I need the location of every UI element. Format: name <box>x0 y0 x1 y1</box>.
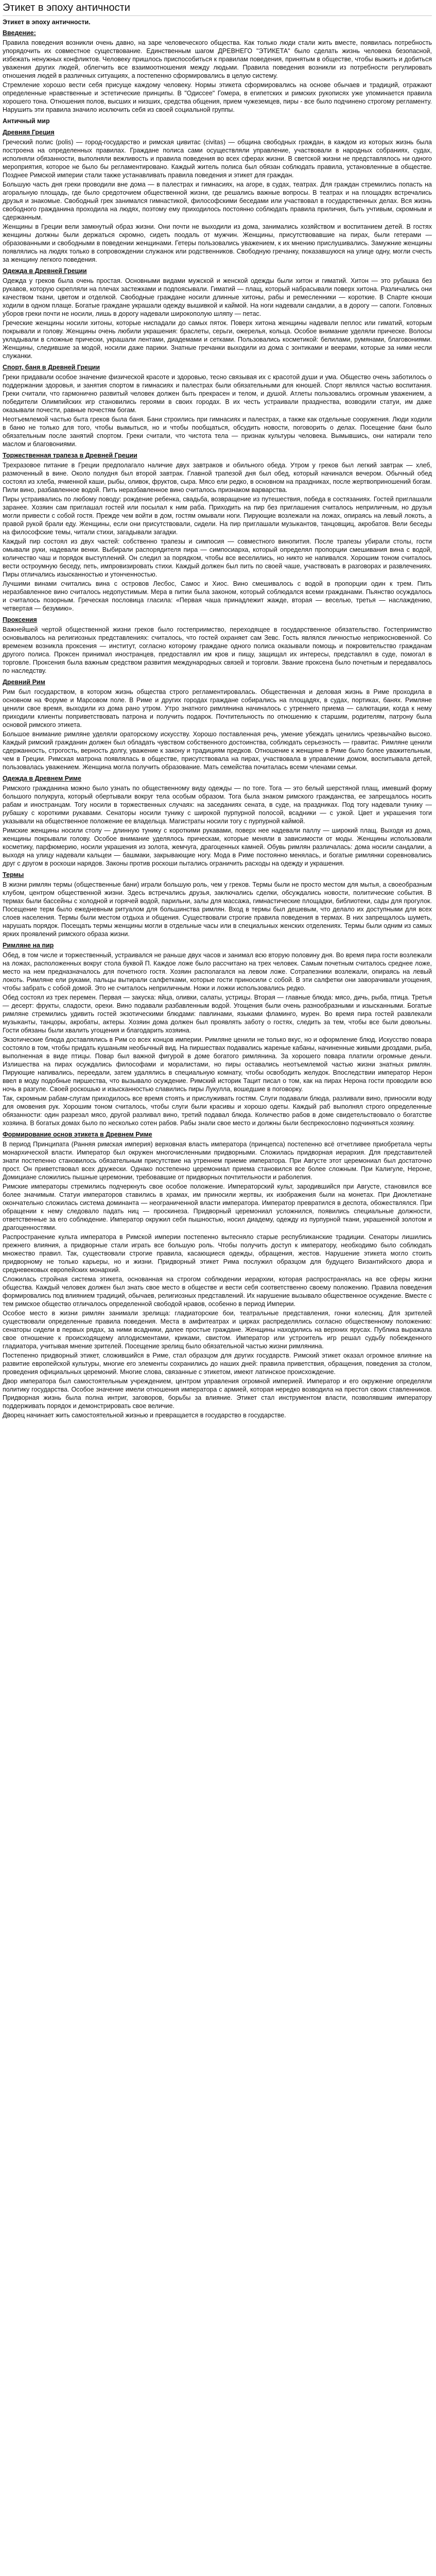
paragraph: Обед, в том числе и торжественный, устраивался не раньше двух часов и занимал всю вторую половину дня. Во время пира гости возлежали на ложах, расположенных вокруг стола буквой П. Каждое ложе было рассчитано на трех человек. Самым почетным считалось среднее ложе, место на нем предназначалось для почетного гостя. Хозяин располагался на левом ложе. Сотрапезники возлежали, опираясь на левый локоть. Римляне ели руками, пальцы вытирали салфетками, которые гости приносили с собой. В эти салфетки они заворачивали угощения, чтобы забрать с собой домой. Это не считалось неприличным. Ножи и ложки использовались редко. <box>3 952 432 992</box>
article-body <box>3 29 432 1419</box>
paragraph: Лучшими винами считались вина с островов Лесбос, Самос и Хиос. Вино смешивалось с водой в пропорции один к трем. Пить неразбавленное вино считалось недопустимым. Мера в питии была законом, который соблюдался всеми гражданами. Пьянство осуждалось и считалось позорным. Греческая пословица гласила: «Первая чаша принадлежит жажде, вторая — веселью, третья — наслаждению, четвертая — безумию». <box>3 580 432 612</box>
paragraph: Римские императоры стремились подчеркнуть свое особое положение. Императорский культ, зародившийся при Августе, становился все более значимым. Статуи императоров ставились в храмах, им приносили жертвы, их изображения были на монетах. При Диоклетиане окончательно сложилась система доминанта — неограниченной власти императора. Император превратился в деспота, обожествлялся. При обращении к нему следовало падать ниц — проскинеза. Придворный церемониал усложнился, появились специальные должности, ответственные за его соблюдение. Император окружил себя пышностью, носил диадему, одежду из пурпурной ткани, украшенной золотом и драгоценностями. <box>3 1183 432 1231</box>
section-heading: Проксения <box>3 616 37 623</box>
paragraph: Женщины в Греции вели замкнутый образ жизни. Они почти не выходили из дома, занимались хозяйством и воспитанием детей. В гостях женщины должны были держаться скромно, сидеть поодаль от мужчин. Женщины, присутствовавшие на пирах, были гетерами — образованными и свободными в поведении женщинами. Гетеры пользовались уважением, к их мнению прислушивались. Замужние женщины появлялись на людях только в сопровождении служанок или родственников. Свободную гречанку, показавшуюся на улице одну, могли счесть за женщину легкого поведения. <box>3 223 432 263</box>
section-heading: Античный мир <box>3 117 50 125</box>
section-heading: Древний Рим <box>3 679 45 686</box>
paragraph: Римского гражданина можно было узнать по общественному виду одежды — по тоге. Тога — это белый шерстяной плащ, имевший форму большого полукруга, который обертывали вокруг тела особым образом. Тога была знаком римского гражданства, ее запрещалось носить рабам и иностранцам. Тогу носили в торжественных случаях: на заседаниях сената, в суде, на праздниках. Под тогу надевали тунику — рубашку с короткими рукавами. Сенаторы носили тунику с широкой пурпурной полосой, всадники — с узкой. Цвет и украшения тоги указывали на общественное положение ее владельца. Магистраты носили тогу с пурпурной каймой. <box>3 785 432 825</box>
page-title: Этикет в эпоху античности <box>3 2 432 16</box>
paragraph: Греческий полис (polis) — город-государство и римская цивитас (civitas) — община свободных граждан, в каждом из которых жизнь была построена на определенных правилах. Граждане полиса сами осуществляли управление, участвовали в народных собраниях, судах, исполняли обязанности, выполняли вежливость и правила поведения во всех сферах жизни. В светской жизни не представлялось ни одного мероприятия, которое не было бы регламентировано. Каждый житель полиса был обязан соблюдать правила, установленные в обществе. Позднее Римской империи стали также устанавливать правила поведения и этикет для граждан. <box>3 139 432 179</box>
paragraph: Экзотические блюда доставлялись в Рим со всех концов империи. Римляне ценили не только вкус, но и оформление блюд. Искусство повара состояло в том, чтобы придать кушаньям необычный вид. На пиршествах подавались жареные кабаны, начиненные живыми дроздами, рыба, выполненная в виде птицы. Повар был важной фигурой в доме богатого римлянина. За хорошего повара платили огромные деньги. Излишества на пирах осуждались философами и моралистами, но пиры оставались неотъемлемой частью жизни знатных римлян. Пирующие напивались, переедали, затем удалялись в специальную комнату, чтобы освободить желудок. Впоследствии император Нерон ввел в моду подобные пиршества, что вызывало осуждение. Римский историк Тацит писал о том, как на пирах Нерона гости проводили всю ночь в разгуле. Своей роскошью и изысканностью славились пиры Лукулла, вошедшие в поговорку. <box>3 1036 432 1093</box>
paragraph: Греки придавали особое значение физической красоте и здоровью, тесно связывая их с красотой души и ума. Общество очень заботилось о поддержании здоровья, и занятия спортом в гимнасиях и палестрах были обязательными для юношей. Спорт являлся частью воспитания. Греки считали, что гармонично развитый человек должен быть прекрасен и телом, и душой. Атлеты пользовались огромным уважением, а победители Олимпийских игр становились героями в своих городах. В их честь устраивали празднества, возводили статуи, им даже оказывали почести, равные почестям богам. <box>3 374 432 414</box>
paragraph: Сложилась стройная система этикета, основанная на строгом соблюдении иерархии, которая распространялась на все сферы жизни общества. Каждый человек должен был знать свое место в обществе и вести себя соответственно своему положению. Правила поведения формировались под влиянием традиций, обычаев, религиозных представлений. Их нарушение вызывало общественное осуждение. Вместе с тем римское общество отличалось определенной свободой нравов, особенно в период Империи. <box>3 1276 432 1308</box>
article-subtitle: Этикет в эпоху античности. <box>3 19 91 26</box>
paragraph: Постепенно придворный этикет, сложившийся в Риме, стал образцом для других государств. Римский этикет оказал огромное влияние на развитие европейской культуры, многие его элементы сохранились до наших дней: правила приветствия, обращения, поведения за столом, проведения официальных церемоний. Многие слова, связанные с этикетом, имеют латинское происхождение. <box>3 1352 432 1376</box>
paragraph: Неотъемлемой частью быта греков была баня. Бани строились при гимнасиях и палестрах, а также как отдельные сооружения. Люди ходили в баню не только для того, чтобы вымыться, но и чтобы пообщаться, обсудить новости, поговорить о делах. Посещение бани было обязательным после занятий спортом. Греки считали, что чистота тела — признак культуры человека. Вымывшись, они натирали тело маслом и благовониями. <box>3 416 432 448</box>
paragraph: Каждый пир состоял из двух частей: собственно трапезы и симпосия — совместного винопития. После трапезы убирали столы, гости омывали руки, надевали венки. Выбирали распорядителя пира — симпосиарха, который определял пропорции смешивания вина с водой, количество чаш и порядок выступлений. Он следил за порядком, чтобы все веселились, но никто не напивался. Хорошим тоном считалось вести остроумную беседу, петь, импровизировать стихи. Каждый должен был пить по своей чаше, участвовать в разговорах и развлечениях. Пиры отличались изысканностью и утонченностью. <box>3 538 432 578</box>
paragraph: Трехразовое питание в Греции предполагало наличие двух завтраков и обильного обеда. Утром у греков был легкий завтрак — хлеб, размоченный в вине. Около полудня был второй завтрак. Главной трапезой дня был обед, который начинался вечером. Обычный обед состоял из хлеба, ячменной каши, рыбы, оливок, фруктов, сыра. Мясо ели редко, в основном на праздниках, после жертвоприношений богам. Пили вино, разбавленное водой. Пить неразбавленное вино считалось признаком варварства. <box>3 462 432 494</box>
paragraph: В жизни римлян термы (общественные бани) играли большую роль, чем у греков. Термы были не просто местом для мытья, а своеобразным клубом, центром общественной жизни. Здесь встречались друзья, заключались сделки, обсуждались новости, политические события. В термах были бассейны с холодной и горячей водой, парильни, залы для массажа, гимнастические площадки, библиотеки, сады для прогулок. Посещение терм было ежедневным ритуалом для большинства римлян. Вход в термы был дешевым, что делало их доступными для всех слоев населения. Термы были местом отдыха и общения. Существовали строгие правила поведения в термах. В них запрещалось шуметь, нарушать порядок. Посещать термы женщины могли в отдельные часы или в специальных женских отделениях. Термы были одним из самых ярких проявлений римского образа жизни. <box>3 881 432 938</box>
paragraph: Правила поведения возникли очень давно, на заре человеческого общества. Как только люди стали жить вместе, появилась потребность упорядочить их совместное существование. Единственным шагом ДРЕВНЕГО "ЭТИКЕТА" было сделать жизнь человека безопасной, избежать ненужных конфликтов. Человеку пришлось приспособиться к правилам поведения, принятым в обществе, чтобы выжить и добиться уважения других людей, облегчить все взаимоотношения между людьми. Правила поведения возникли из потребности регулировать отношения людей в различных ситуациях, а постепенно сформировались в целую систему. <box>3 39 432 79</box>
paragraph: Двор императора был самостоятельным учреждением, центром управления огромной империей. Император и его окружение определяли политику государства. Особое значение имели отношения императора с армией, которая нередко возводила на престол своих ставленников. Придворная жизнь была полна интриг, заговоров, борьбы за влияние. Этикет стал инструментом власти, позволявшим императору поддерживать порядок и демонстрировать свое величие. <box>3 1378 432 1410</box>
section-heading: Древняя Греция <box>3 129 55 136</box>
paragraph: В период Принципата (Ранняя римская империя) верховная власть императора (принцепса) постепенно всё отчетливее приобретала черты монархической власти. Император был окружен многочисленными придворными. Сложилась придворная иерархия. Для представителей знати постепенно становилось обязательным присутствие на утреннем приеме императора. При Августе этот церемониал был достаточно прост. Он приветствовал всех дружески. Однако постепенно церемониал приема становился все более сложным. При Калигуле, Нероне, Домициане сложились пышные церемонии, требовавшие от придворных почтительности и раболепия. <box>3 1141 432 1181</box>
paragraph: Большое внимание римляне уделяли ораторскому искусству. Хорошо поставленная речь, умение убеждать ценились чрезвычайно высоко. Каждый римский гражданин должен был обладать чувством собственного достоинства, соблюдать серьезность — гравитас. Римляне ценили сдержанность, строгость, верность долгу, уважение к закону и традициям предков. Отношение к женщине в Риме было более уважительным, чем в Греции. Римская матрона появлялась в обществе, присутствовала на пирах, участвовала в управлении домом, воспитывала детей, пользовалась уважением. Женщина могла получить образование. Мать семейства почиталась всеми членами семьи. <box>3 731 432 771</box>
section-heading: Спорт, баня в Древней Греции <box>3 364 100 371</box>
paragraph: Распространение культа императора в Римской империи постепенно вытесняло старые республиканские традиции. Сенаторы лишились прежнего влияния, а придворные стали играть все большую роль. Чтобы получить доступ к императору, необходимо было соблюдать множество правил. Так, существовали строгие правила, касающиеся одежды, обращения, жестов. Нарушение этикета могло стоить придворному не только карьеры, но и жизни. Придворный этикет Рима послужил образцом для будущего Византийского двора и средневековых европейских монархий. <box>3 1233 432 1274</box>
paragraph: Обед состоял из трех перемен. Первая — закуска: яйца, оливки, салаты, устрицы. Вторая — главные блюда: мясо, дичь, рыба, птица. Третья — десерт: фрукты, сладости, орехи. Вино подавали разбавленным водой. Угощения были очень разнообразными и изысканными. Богатые римляне стремились удивить гостей экзотическими блюдами: павлинами, языками фламинго, мурен. Во время пира гостей развлекали музыканты, танцоры, акробаты, актеры. Хозяин дома должен был проявлять заботу о гостях, следить за тем, чтобы все были довольны. Гости обязаны были хвалить угощения и благодарить хозяина. <box>3 994 432 1034</box>
paragraph: Особое место в жизни римлян занимали зрелища: гладиаторские бои, театральные представления, гонки колесниц. Для зрителей существовали определенные правила поведения. Места в амфитеатрах и цирках распределялись согласно общественному положению: сенаторы сидели в первых рядах, за ними всадники, далее простые граждане. Женщины находились на верхних ярусах. Публика выражала свое отношение к происходящему аплодисментами, криками, свистом. Император или устроитель игр решал судьбу побежденного гладиатора, учитывая мнение зрителей. Посещение зрелищ было обязательной частью жизни римлянина. <box>3 1310 432 1350</box>
section-heading: Термы <box>3 871 24 878</box>
section-heading: Введение: <box>3 29 36 37</box>
section-heading: Формирование основ этикета в Древнем Риме <box>3 1131 152 1138</box>
paragraph: Большую часть дня греки проводили вне дома — в палестрах и гимнасиях, на агоре, в судах, театрах. Для граждан стремились попасть на агоральную площадь, где было средоточием общественной жизни, где решались важные вопросы. В театрах и на площадях встречались друзья и знакомые. Свободный грек занимался гимнастикой, философскими беседами или участвовал в государственных делах. Вся жизнь свободного гражданина проходила на людях, поэтому ему приходилось постоянно соблюдать правила приличия, быть учтивым, скромным и сдержанным. <box>3 181 432 221</box>
paragraph: Рим был государством, в котором жизнь общества строго регламентировалась. Общественная и деловая жизнь в Риме проходила в основном на Форуме и Марсовом поле. В Риме и других городах граждане собирались на площадях, в судах, портиках, банях. Римляне ценили свое время, выходили из дома рано утром. Утро знатного римлянина начиналось с утреннего приема — салютации, когда к нему приходили клиенты поприветствовать патрона и получить подарок. Почтительность по отношению к старшим, родителям, патрону была основой римского этикета. <box>3 688 432 728</box>
paragraph: Дворец начинает жить самостоятельной жизнью и превращается в государство в государстве. <box>3 1412 286 1419</box>
paragraph: Пиры устраивались по любому поводу: рождение ребенка, свадьба, возвращение из путешествия, победа в состязаниях. Гостей приглашали заранее. Хозяин сам приглашал гостей или посылал к ним раба. Приходить на пир без приглашения считалось неприличным, но друзья могли привести с собой гостя. Прежде чем войти в дом, гостям омывали ноги. Пирующие возлежали на ложах, опираясь на левый локоть, а правой рукой брали еду. Женщины, если они присутствовали, сидели. На пир приглашали музыкантов, танцовщиц, акробатов. Вели беседы на философские темы, читали стихи, загадывали загадки. <box>3 496 432 536</box>
section-heading: Одежда в Древней Греции <box>3 267 87 275</box>
paragraph: Так, скромным рабам-слугам приходилось все время стоять и прислуживать гостям. Слуги подавали блюда, разливали вино, приносили воду для омовения рук. Хорошим тоном считалось, чтобы слуги были красивы и хорошо одеты. Каждый раб выполнял строго определенные обязанности: один разрезал мясо, другой разливал вино, третий подавал блюда. Количество рабов в доме свидетельствовало о богатстве хозяина. В богатых домах было по несколько сотен рабов. Рабы знали свое место и должны были беспрекословно подчиняться хозяину. <box>3 1095 432 1127</box>
paragraph: Одежда у греков была очень простая. Основными видами мужской и женской одежды были хитон и гиматий. Хитон — это рубашка без рукавов, которую скрепляли на плечах застежками и подпоясывали. Гиматий — плащ, который набрасывали поверх хитона. Различались они качеством ткани, цветом и отделкой. Свободные граждане носили длинные хитоны, рабы и ремесленники — короткие. В Спарте юноши ходили в одном плаще. Богатые граждане украшали одежду вышивкой и каймой. На ноги надевали сандалии, а в дорогу — сапоги. Головных уборов греки почти не носили, лишь в дорогу надевали широкополую шляпу — петас. <box>3 277 432 317</box>
section-heading: Торжественная трапеза в Древней Греции <box>3 452 137 459</box>
paragraph: Греческие женщины носили хитоны, которые ниспадали до самых пяток. Поверх хитона женщины надевали пеплос или гиматий, которым покрывали и голову. Женщины очень любили украшения: браслеты, серьги, ожерелья, кольца. Особое внимание уделяли прическе. Волосы укладывали в сложные прически, украшали лентами, диадемами и сетками. Пользовались косметикой: белилами, румянами, благовониями. Женщины, следившие за модой, носили даже парики. Знатные гречанки выходили из дома с зонтиками и веерами, которые за ними несли служанки. <box>3 319 432 360</box>
paragraph: Важнейшей чертой общественной жизни греков было гостеприимство, переходящее в государственное обязательство. Гостеприимство основывалось на религиозных представлениях: считалось, что гостей охраняет сам Зевс. Гость являлся личностью неприкосновенной. Со временем возникла проксения — институт, согласно которому граждане одного полиса оказывали помощь и покровительство гражданам другого полиса. Проксен принимал иностранцев, предоставлял им кров и пищу, защищал их интересы, представлял в суде, помогал в торговле. Проксения была важным средством развития международных связей и торговли. Звание проксена было почетным и передавалось по наследству. <box>3 626 432 674</box>
section-heading: Одежда в Древнем Риме <box>3 775 81 782</box>
section-heading: Римляне на пир <box>3 942 54 949</box>
paragraph: Стремление хорошо вести себя присуще каждому человеку. Нормы этикета сформировались на основе обычаев и традиций, отражают определенные нравственные и эстетические принципы. В "Одиссее" Гомера, в египетских и римских рукописях уже упоминается правила хорошего тона. Отношения полов, высших и низших, средства общения, прием чужеземцев, пиры - все было подчинено строгому регламенту. Нарушить эти правила значило исключить себя из своей социальной группы. <box>3 81 432 113</box>
paragraph: Римские женщины носили столу — длинную тунику с короткими рукавами, поверх нее надевали паллу — широкий плащ. Выходя из дома, женщины покрывали голову. Особое внимание уделялось прическам, которые меняли в зависимости от моды. Женщины использовали косметику, парфюмерию, носили украшения из золота, жемчуга, драгоценных камней. Обувь римлян различалась: дома носили сандалии, а выходя на улицу надевали кальцеи — башмаки, закрывающие ногу. Мода в Риме постоянно менялась, и богатые римлянки соревновались друг с другом в роскоши нарядов. Законы против роскоши пытались ограничить расходы на одежду и украшения. <box>3 827 432 867</box>
